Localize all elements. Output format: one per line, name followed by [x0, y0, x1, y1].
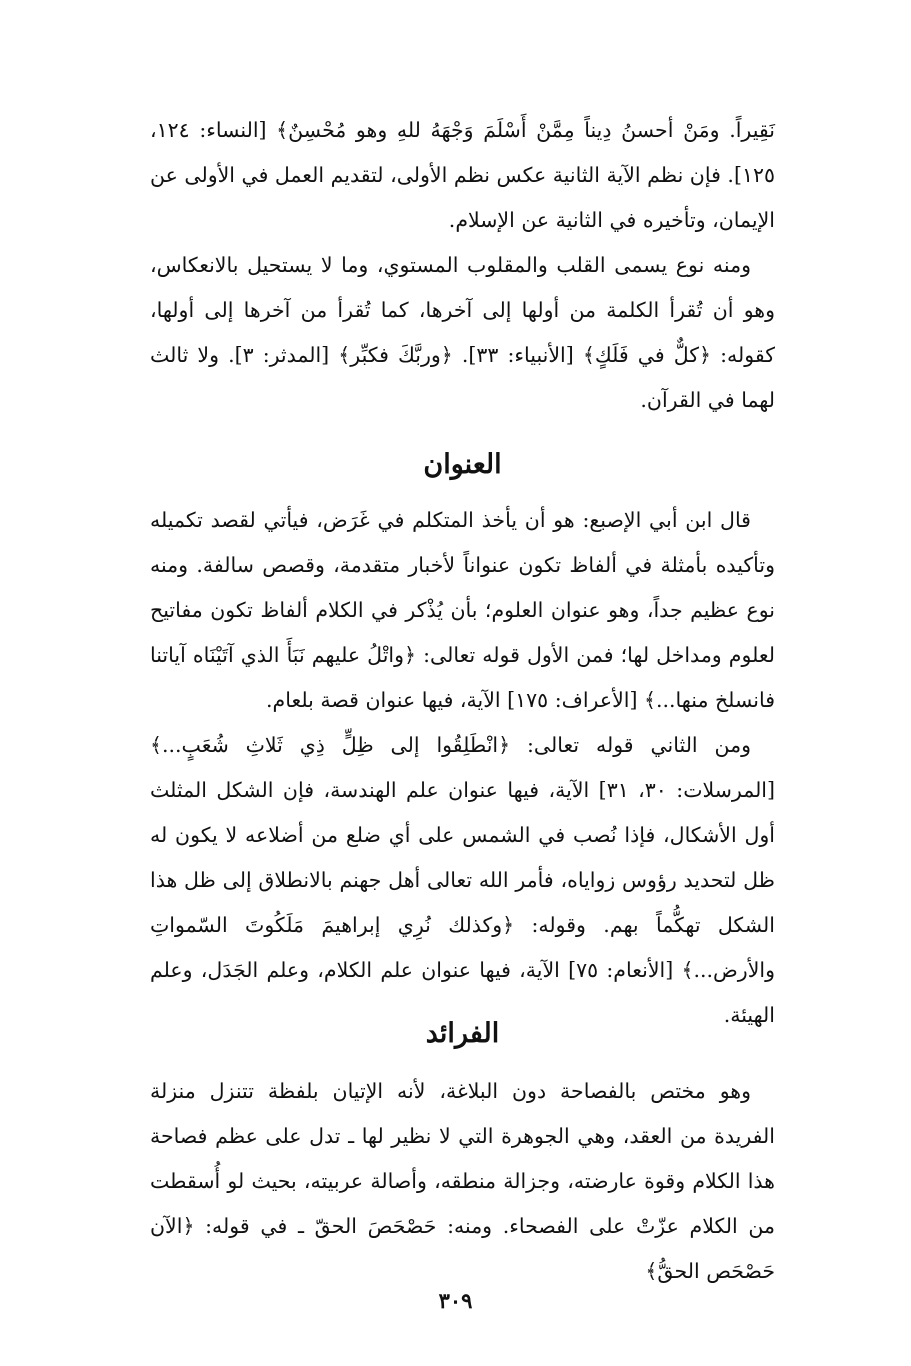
text-block-al-faraid — [150, 1069, 775, 1294]
paragraph-faraid-definition: وهو مختص بالفصاحة دون البلاغة، لأنه الإتيان بلفظة تتنزل منزلة الفريدة من العقد، وهي الجوهرة التي لا نظير لها ـ تدل على عظم فصاحة هذا الكلام وقوة عارضته، وجزالة منطقه، وأصالة عربيته، بحيث لو أُسقطت من الكلام عزّتْ على الفصحاء. ومنه: حَصْحَصَ الحقّ ـ في قوله: ﴿الآن حَصْحَص الحقُّ﴾ — [150, 1079, 775, 1283]
paragraph-verse-explanation: نَقِيراً. ومَنْ أحسنُ دِيناً مِمَّنْ أَسْلَمَ وَجْهَهُ للهِ وهو مُحْسِنٌ﴾ [النساء: ١٢٤، ١٢٥]. فإن نظم الآية الثانية عكس نظم الأولى، لتقديم العمل في الأولى عن الإيمان، وتأخيره في الثانية عن الإسلام. — [150, 118, 775, 232]
text-block-intro — [150, 108, 775, 423]
text-block-al-unwan — [150, 498, 775, 1038]
paragraph-unwan-examples: ومن الثاني قوله تعالى: ﴿انْطَلِقُوا إلى ظِلٍّ ذِي ثَلاثِ شُعَبٍ...﴾ [المرسلات: ٣٠، ٣١] الآية، فيها عنوان علم الهندسة، فإن الشكل المثلث أول الأشكال، فإذا نُصب في الشمس على أي ضلع من أضلاعه لا يكون له ظل لتحديد رؤوس زواياه، فأمر الله تعالى أهل جهنم بالانطلاق إلى ظل هذا الشكل تهكُّماً بهم. وقوله: ﴿وكذلك نُرِي إبراهيمَ مَلَكُوتَ السّمواتِ والأرض...﴾ [الأنعام: ٧٥] الآية، فيها عنوان علم الكلام، وعلم الجَدَل، وعلم الهيئة. — [150, 733, 776, 1027]
page-number: ٣٠٩ — [438, 1288, 473, 1313]
paragraph-palindrome: ومنه نوع يسمى القلب والمقلوب المستوي، وما لا يستحيل بالانعكاس، وهو أن تُقرأ الكلمة من أولها إلى آخرها، كما تُقرأ من آخرها إلى أولها، كقوله: ﴿كلٌّ في فَلَكٍ﴾ [الأنبياء: ٣٣]. ﴿وربَّكَ فكبِّر﴾ [المدثر: ٣]. ولا ثالث لهما في القرآن. — [150, 253, 775, 412]
section-heading-al-unwan: العنوان — [423, 449, 502, 480]
paragraph-unwan-definition: قال ابن أبي الإصبع: هو أن يأخذ المتكلم في غَرَض، فيأتي لقصد تكميله وتأكيده بأمثلة في ألفاظ تكون عنواناً لأخبار متقدمة، وقصص سالفة. ومنه نوع عظيم جداً، وهو عنوان العلوم؛ بأن يُذْكر في الكلام ألفاظ تكون مفاتيح لعلوم ومداخل لها؛ فمن الأول قوله تعالى: ﴿واتْلُ عليهم نَبَأَ الذي آتَيْنَاه آياتنا فانسلخ منها...﴾ [الأعراف: ١٧٥] الآية، فيها عنوان قصة بلعام. — [150, 508, 775, 712]
section-heading-al-faraid: الفرائد — [425, 1018, 500, 1049]
